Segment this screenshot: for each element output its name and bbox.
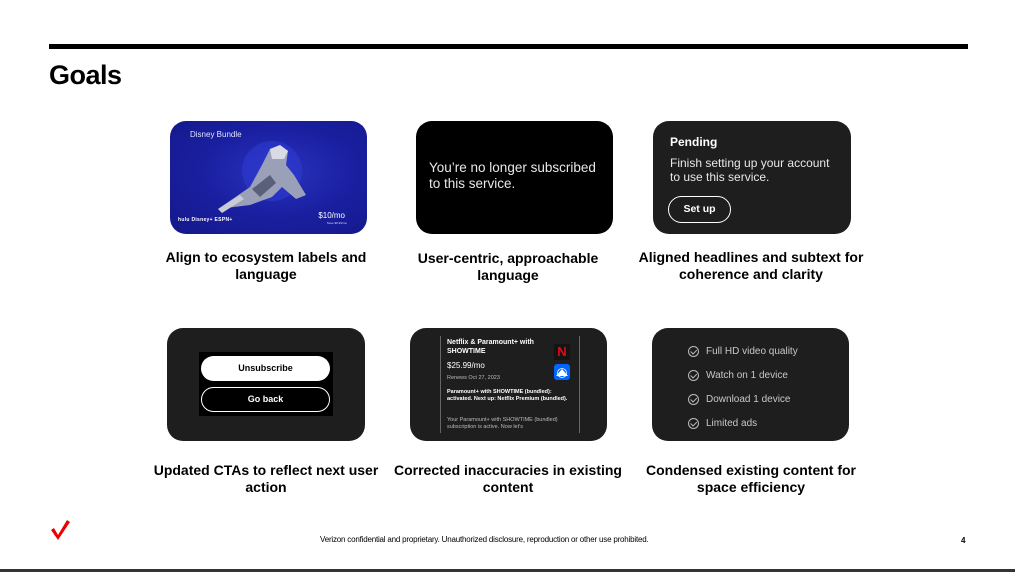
- pending-status: Pending: [670, 135, 718, 149]
- cta-panel: [199, 352, 333, 416]
- feature-item: [688, 368, 788, 382]
- caption-inaccuracies: Corrected inaccuracies in existing content: [394, 462, 622, 495]
- check-circle-icon: [688, 394, 699, 405]
- feature-label: Full HD video quality: [706, 345, 798, 357]
- page-number: 4: [961, 536, 966, 545]
- subscription-panel: [440, 336, 580, 433]
- pending-card: [653, 121, 851, 234]
- page-title: Goals: [49, 60, 122, 90]
- status-detail: Your Paramount+ with SHOWTIME (bundled) subscription is active. Now let's: [447, 417, 558, 430]
- cta-card: [167, 328, 365, 441]
- caption-ecosystem: Align to ecosystem labels and language: [165, 249, 367, 282]
- bundle-title: Disney Bundle: [190, 130, 242, 139]
- feature-label: Watch on 1 device: [706, 369, 788, 381]
- subscription-details-card: [410, 328, 607, 441]
- feature-label: Limited ads: [706, 417, 758, 429]
- check-circle-icon: [688, 418, 699, 429]
- verizon-check-logo-icon: [50, 519, 70, 541]
- check-circle-icon: [688, 370, 699, 381]
- activation-status: Paramount+ with SHOWTIME (bundled): activated. Next up: Netflix Premium (bundled).: [447, 389, 568, 402]
- feature-item: [688, 392, 791, 406]
- setup-button[interactable]: Set up: [668, 196, 731, 223]
- confidentiality-notice: Verizon confidential and proprietary. Unauthorized disclosure, reproduction or other use prohibited.: [320, 535, 649, 544]
- go-back-button[interactable]: Go back: [201, 387, 330, 412]
- service-name: Netflix & Paramount+ with SHOWTIME: [447, 339, 534, 355]
- feature-item: [688, 344, 798, 358]
- netflix-icon: N: [554, 344, 570, 360]
- bundle-price-sub: Save $8.99/mo: [326, 221, 347, 225]
- check-circle-icon: [688, 346, 699, 357]
- feature-label: Download 1 device: [706, 393, 791, 405]
- renewal-date: Renews Oct 27, 2023: [447, 375, 500, 381]
- paramount-icon: [554, 364, 570, 380]
- features-card: [652, 328, 849, 441]
- disney-bundle-card: [170, 121, 367, 234]
- unsubscribed-message: You’re no longer subscribed to this service.: [429, 160, 596, 191]
- caption-condensed: Condensed existing content for space efficiency: [645, 462, 856, 495]
- bundle-price: $10/mo: [318, 211, 345, 220]
- mandalorian-illustration-icon: [210, 135, 320, 217]
- bundle-brands: hulu Disney+ ESPN+: [178, 217, 233, 223]
- unsubscribed-card: [416, 121, 613, 234]
- top-rule: [49, 44, 968, 49]
- pending-description: Finish setting up your account to use this service.: [670, 156, 830, 184]
- caption-language: User-centric, approachable language: [417, 250, 599, 283]
- unsubscribe-button[interactable]: Unsubscribe: [201, 356, 330, 381]
- caption-ctas: Updated CTAs to reflect next user action: [153, 462, 379, 495]
- feature-item: [688, 416, 757, 430]
- service-price: $25.99/mo: [447, 361, 485, 370]
- caption-headlines: Aligned headlines and subtext for coherence and clarity: [638, 249, 864, 282]
